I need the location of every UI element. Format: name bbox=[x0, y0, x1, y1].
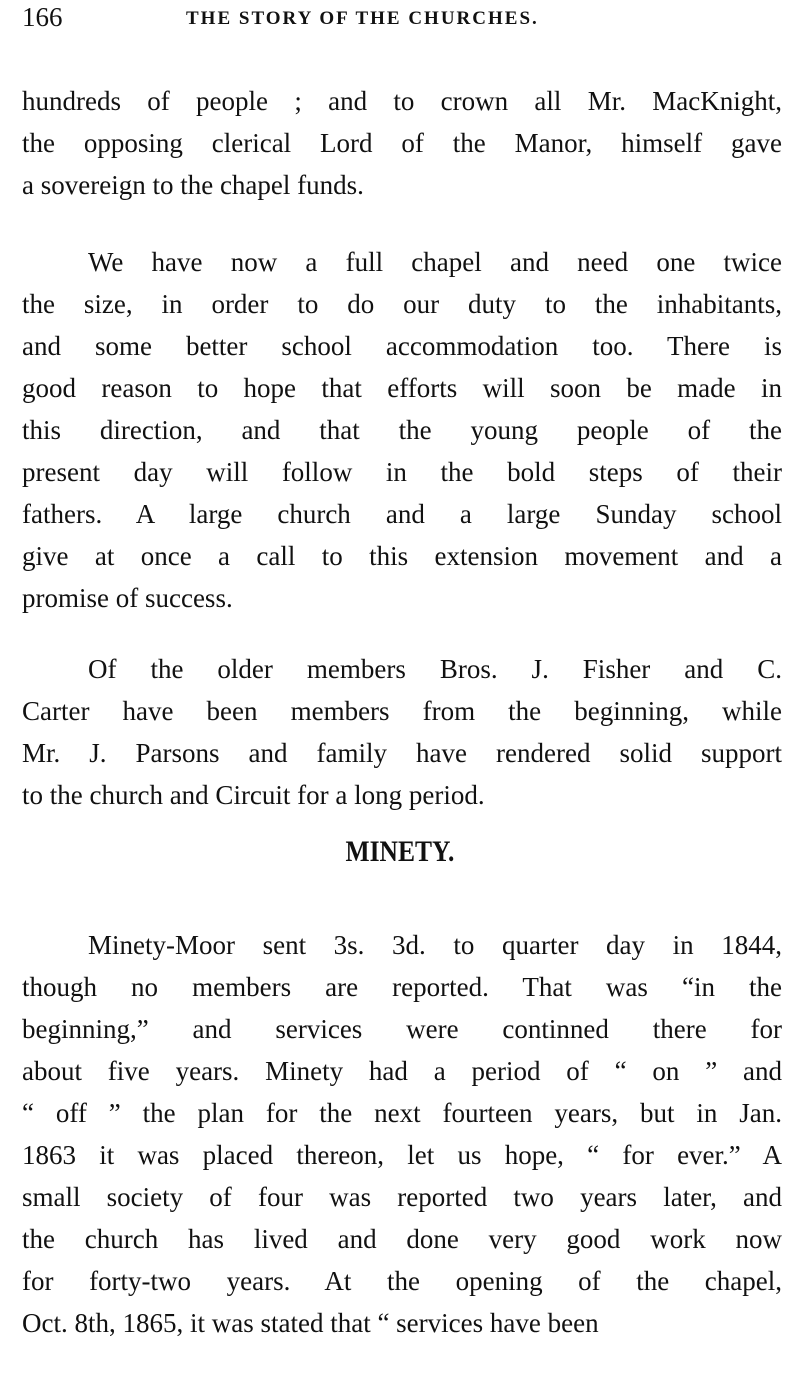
section-heading: MINETY. bbox=[345, 835, 455, 868]
paragraph bbox=[22, 80, 782, 206]
text-line: give at once a call to this extension movement and a bbox=[22, 541, 782, 571]
text-line: though no members are reported. That was “in the bbox=[22, 972, 782, 1002]
text-line: beginning,” and services were continned there for bbox=[22, 1014, 782, 1044]
text-line: good reason to hope that efforts will soon be made in bbox=[22, 373, 782, 403]
text-line: Oct. 8th, 1865, it was stated that “ services have been bbox=[22, 1308, 599, 1338]
text-line: the opposing clerical Lord of the Manor, himself gave bbox=[22, 128, 782, 158]
text-line: the church has lived and done very good work now bbox=[22, 1224, 782, 1254]
text-line: 1863 it was placed thereon, let us hope, “ for ever.” A bbox=[22, 1140, 782, 1170]
paragraph bbox=[22, 241, 782, 619]
text-line: “ off ” the plan for the next fourteen years, but in Jan. bbox=[22, 1098, 782, 1128]
page-number: 166 bbox=[22, 2, 63, 32]
text-line: this direction, and that the young people of the bbox=[22, 415, 782, 445]
text-line: fathers. A large church and a large Sunday school bbox=[22, 499, 782, 529]
text-line: about five years. Minety had a period of “ on ” and bbox=[22, 1056, 782, 1086]
text-line: Mr. J. Parsons and family have rendered solid support bbox=[22, 738, 782, 768]
text-line: promise of success. bbox=[22, 583, 233, 613]
paragraph bbox=[22, 648, 782, 816]
text-line: Minety-Moor sent 3s. 3d. to quarter day in 1844, bbox=[88, 930, 782, 960]
text-line: for forty-two years. At the opening of the chapel, bbox=[22, 1266, 782, 1296]
paragraph bbox=[22, 924, 782, 1344]
text-line: the size, in order to do our duty to the inhabitants, bbox=[22, 289, 782, 319]
running-title: THE STORY OF THE CHURCHES. bbox=[186, 8, 539, 29]
text-line: Carter have been members from the beginning, while bbox=[22, 696, 782, 726]
text-line: present day will follow in the bold steps of their bbox=[22, 457, 782, 487]
text-line: small society of four was reported two years later, and bbox=[22, 1182, 782, 1212]
text-line: and some better school accommodation too. There is bbox=[22, 331, 782, 361]
running-header bbox=[22, 2, 782, 36]
text-line: to the church and Circuit for a long period. bbox=[22, 780, 485, 810]
text-line: hundreds of people ; and to crown all Mr. MacKnight, bbox=[22, 86, 782, 116]
text-line: We have now a full chapel and need one twice bbox=[88, 247, 782, 277]
text-line: Of the older members Bros. J. Fisher and C. bbox=[88, 654, 782, 684]
text-line: a sovereign to the chapel funds. bbox=[22, 170, 364, 200]
